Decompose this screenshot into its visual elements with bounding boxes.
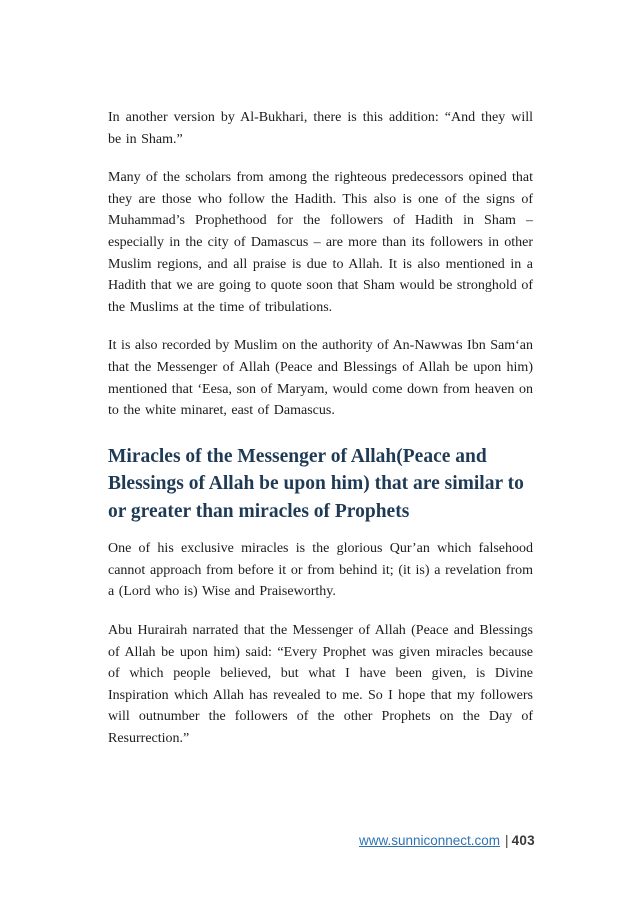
footer-separator: |: [505, 833, 509, 848]
paragraph-abu-hurairah: Abu Hurairah narrated that the Messenger of Allah (Peace and Blessings of Allah be upon him) said: “Every Prophet was given miracles because of which people believed, but what I have been given, is Divine Inspiration which Allah has revealed to me. So I hope that my followers will outnumber the followers of the other Prophets on the Day of Resurrection.”: [108, 623, 533, 746]
footer-website-link[interactable]: www.sunniconnect.com: [358, 833, 501, 848]
footer-page-number: 403: [511, 833, 535, 848]
paragraph-scholars-opinion: Many of the scholars from among the righteous predecessors opined that they are those who follow the Hadith. This also is one of the signs of Muhammad’s Prophethood for the followers of Hadith in Sham – especially in the city of Damascus – are more than its followers in other Muslim regions, and all praise is due to Allah. It is also mentioned in a Hadith that we are going to quote soon that Sham would be stronghold of the Muslims at the time of tribulations.: [108, 170, 533, 315]
text-block: [108, 107, 533, 767]
paragraph-muslim-narration: It is also recorded by Muslim on the authority of An-Nawwas Ibn Sam‘an that the Messenger of Allah (Peace and Blessings of Allah be upon him) mentioned that ‘Eesa, son of Maryam, would come down from heaven on to the white minaret, east of Damascus.: [108, 338, 533, 419]
paragraph-bukhari-version: In another version by Al-Bukhari, there is this addition: “And they will be in Sham.”: [108, 110, 533, 147]
section-heading-miracles: Miracles of the Messenger of Allah(Peace and Blessings of Allah be upon him) that are similar to or greater than miracles of Prophets: [108, 445, 524, 522]
paragraph-quran-miracle: One of his exclusive miracles is the glorious Qur’an which falsehood cannot approach from before it or from behind it; (it is) a revelation from a (Lord who is) Wise and Praiseworthy.: [108, 541, 533, 600]
page-footer: [359, 833, 535, 848]
